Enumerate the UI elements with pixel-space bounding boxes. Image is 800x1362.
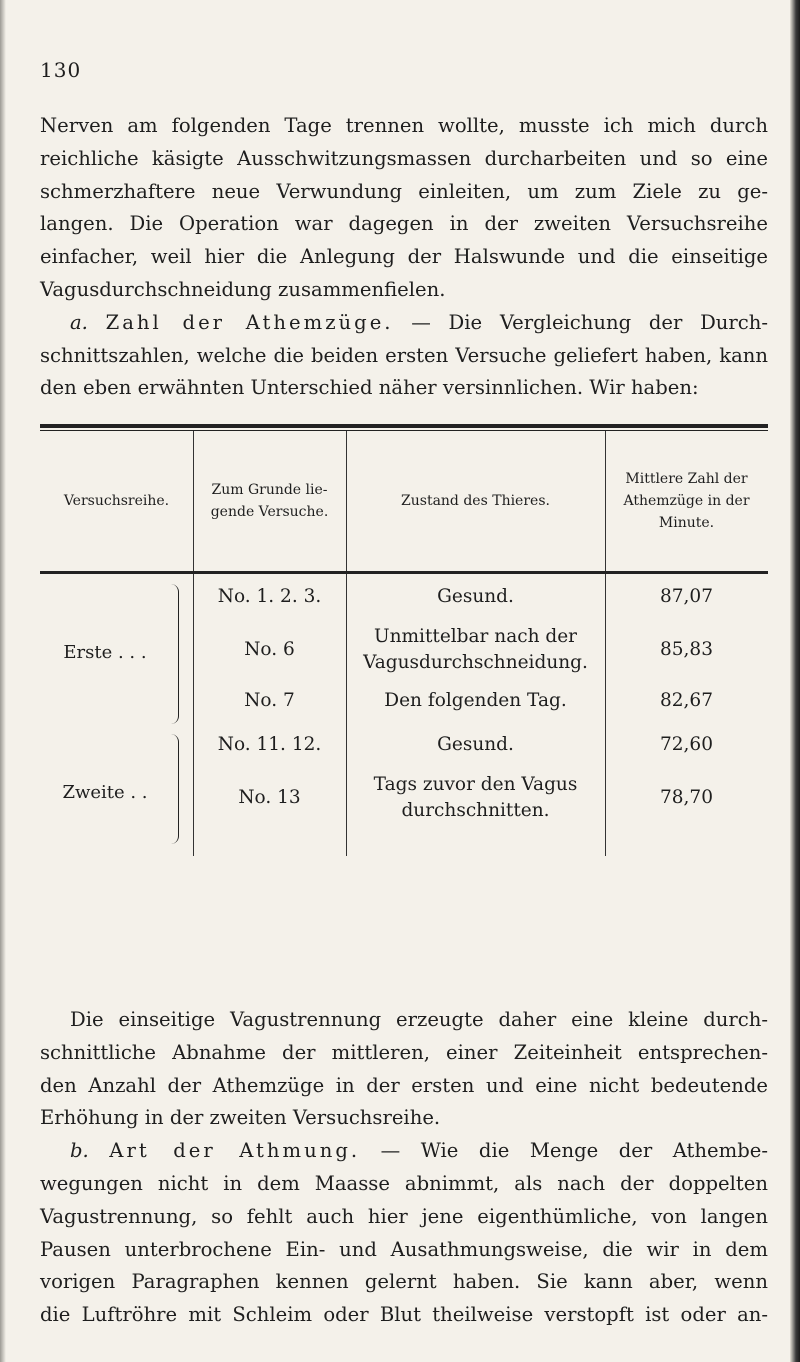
text-line: Vagusdurchschneidung zusammenfielen. — [40, 277, 446, 301]
cell-zahl: 78,70 — [660, 787, 713, 808]
cell-zustand: Gesund. — [437, 586, 514, 607]
cell-zahl: 87,07 — [660, 586, 713, 607]
paragraph-intro — [40, 110, 768, 405]
group-label-zweite: Zweite . . — [62, 781, 148, 803]
cell-zustand: Gesund. — [437, 734, 514, 755]
text-line: Die einseitige Vagustrennung erzeugte daher eine kleine durch- — [70, 1008, 768, 1031]
text-line: schnittliche Abnahme der mittleren, einer Zeiteinheit entsprechen- — [40, 1040, 768, 1064]
page-left-edge — [0, 0, 6, 1362]
table-body — [40, 574, 768, 856]
header-mittlere-zahl: Mittlere Zahl der Athemzüge in der Minute. — [623, 471, 750, 531]
table-header — [40, 431, 768, 571]
text-line: Erhöhung in der zweiten Versuchsreihe. — [40, 1106, 441, 1130]
group-brace — [168, 734, 179, 844]
text-line: Nerven am folgenden Tage trennen wollte, musste ich mich durch — [40, 114, 768, 137]
section-a-text: — Die Vergleichung der Durch- — [411, 310, 769, 334]
paragraph-conclusion — [40, 1004, 768, 1332]
cell-zahl: 72,60 — [660, 734, 713, 755]
cell-zahl: 82,67 — [660, 690, 713, 711]
group-label-erste: Erste . . . — [63, 641, 147, 663]
cell-versuche: No. 11. 12. — [217, 734, 322, 755]
text-line: die Luftröhre mit Schleim oder Blut theilweise verstopft ist oder an- — [40, 1303, 768, 1327]
cell-zustand: Unmittelbar nach der Vagusdurchschneidung. — [363, 626, 588, 673]
section-a-marker: a. — [70, 310, 88, 334]
section-a-heading: Zahl der Athemzüge. — [105, 310, 394, 334]
text-line: langen. Die Operation war dagegen in der zweiten Versuchsreihe — [40, 212, 768, 236]
header-zustand: Zustand des Thieres. — [401, 493, 550, 509]
text-line: einfacher, weil hier die Anlegung der Halswunde und die einseitige — [40, 245, 768, 269]
text-line: den eben erwähnten Unterschied näher versinnlichen. Wir haben: — [40, 376, 699, 400]
text-line: Vagustrennung, so fehlt auch hier jene eigenthümliche, von langen — [40, 1204, 768, 1228]
section-b-marker: b. — [70, 1139, 89, 1163]
text-line: schmerzhaftere neue Verwundung einleiten, um zum Ziele zu ge- — [40, 179, 768, 203]
breathing-rate-table — [40, 424, 768, 856]
header-versuchsreihe: Versuchsreihe. — [63, 493, 170, 509]
table-top-rule — [40, 424, 768, 428]
page-right-edge — [790, 0, 800, 1362]
cell-versuche: No. 1. 2. 3. — [217, 586, 322, 607]
text-line: schnittszahlen, welche die beiden ersten Versuche geliefert haben, kann — [40, 343, 768, 367]
section-a-first-line — [40, 307, 768, 340]
text-line: Pausen unterbrochene Ein- und Ausathmungsweise, die wir in dem — [40, 1237, 768, 1261]
text-line: reichliche käsigte Ausschwitzungsmassen durcharbeiten und so eine — [40, 146, 768, 170]
cell-versuche: No. 7 — [244, 690, 295, 711]
text-line: wegungen nicht in dem Maasse abnimmt, als nach der doppelten — [40, 1171, 768, 1195]
text-line: vorigen Paragraphen kennen gelernt haben. Sie kann aber, wenn — [40, 1270, 768, 1294]
cell-zahl: 85,83 — [660, 639, 713, 660]
group-brace — [168, 584, 179, 724]
page-number: 130 — [40, 58, 82, 82]
cell-zustand: Den folgenden Tag. — [384, 690, 567, 711]
text-line: den Anzahl der Athemzüge in der ersten und eine nicht bedeutende — [40, 1073, 768, 1097]
cell-versuche: No. 6 — [244, 639, 295, 660]
cell-zustand: Tags zuvor den Vagus durchschnitten. — [373, 774, 578, 821]
section-b-heading: Art der Athmung. — [109, 1139, 361, 1163]
cell-versuche: No. 13 — [238, 787, 301, 808]
section-b-first-line — [40, 1135, 768, 1168]
header-versuche: Zum Grunde lie-gende Versuche. — [210, 482, 329, 520]
section-b-text: — Wie die Menge der Athembe- — [380, 1139, 768, 1163]
